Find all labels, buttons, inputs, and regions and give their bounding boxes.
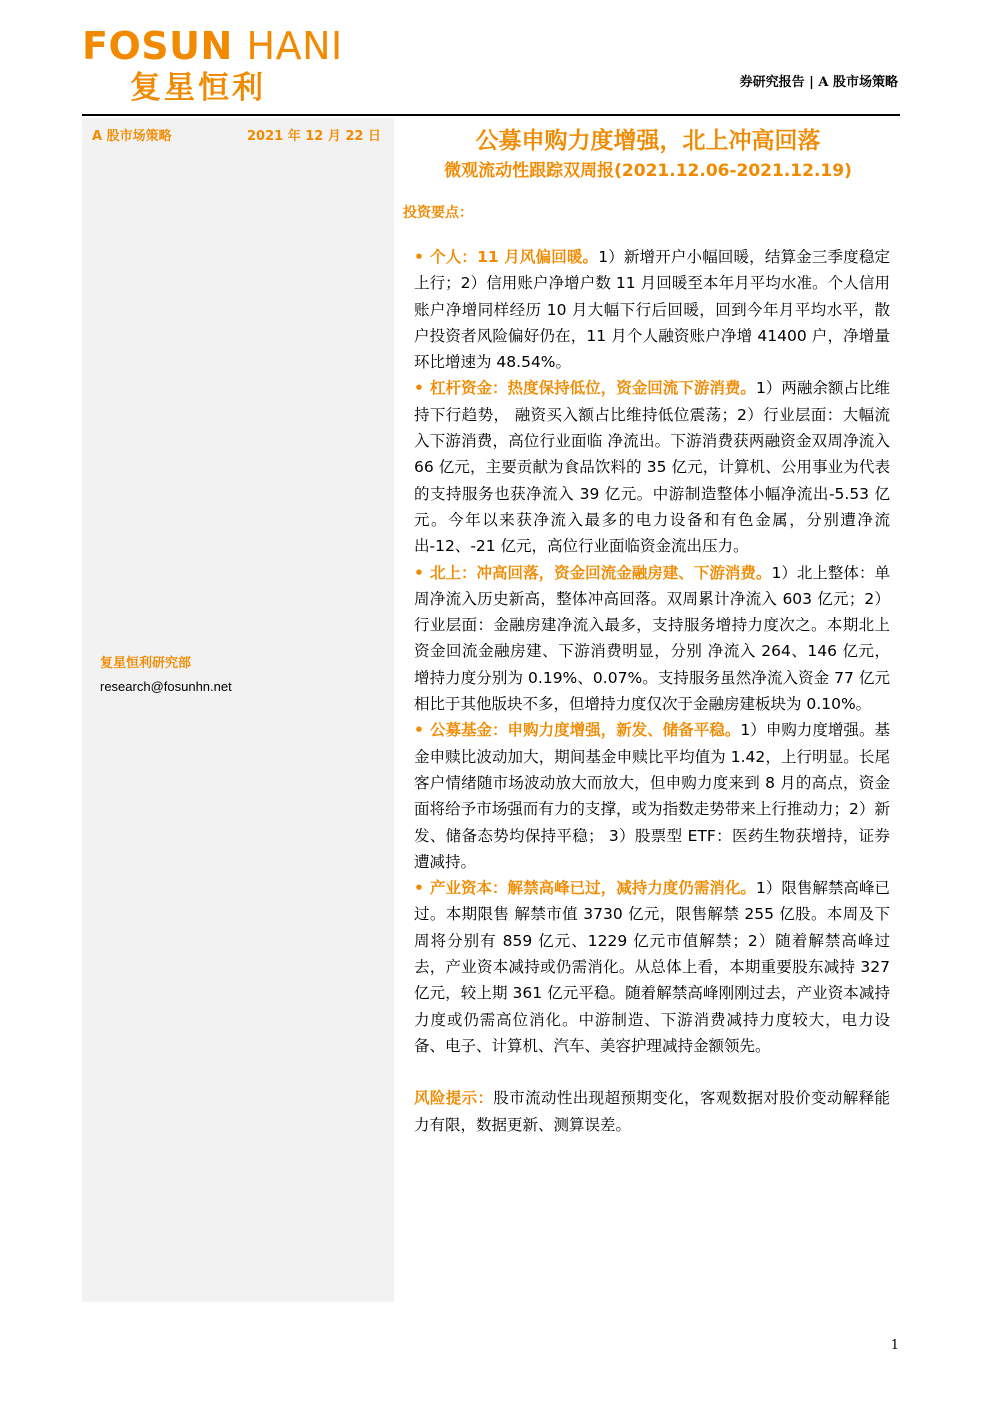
bullet-icon: •: [414, 721, 424, 740]
risk-text: 股市流动性出现超预期变化，客观数据对股价变动解释能力有限，数据更新、测算误差。: [414, 1089, 890, 1134]
key-point: [414, 717, 890, 875]
key-point-lead: 产业资本：解禁高峰已过，减持力度仍需消化。: [429, 879, 756, 898]
brand-logo-cn: 复星恒利: [130, 70, 266, 106]
page-title: 公募申购力度增强，北上冲高回落: [475, 128, 821, 154]
sidebar: [82, 118, 394, 1302]
key-points-label: 投资要点：: [403, 205, 473, 221]
bullet-icon: •: [414, 563, 424, 582]
page-subtitle: 微观流动性跟踪双周报(2021.12.06-2021.12.19): [444, 161, 852, 181]
page-number: 1: [890, 1338, 899, 1353]
key-point-text: 1）申购力度增强。基金申赎比波动加大，期间基金申赎比平均值为 1.42，上行明显。长尾客户情绪随市场波动放大而放大，但申购力度来到 8 月的高点，资金面将给予市场强而有力的支撑，或为指数走势带来上行推动力；2）新发、储备态势均保持平稳； 3）股票型 ETF：医药生物获增持，证券遭减持。: [414, 721, 890, 871]
risk-label: 风险提示：: [414, 1089, 494, 1108]
key-point-lead: 北上：冲高回落，资金回流金融房建、下游消费。: [429, 563, 772, 582]
bullet-icon: •: [414, 879, 424, 898]
key-points-body: [414, 244, 890, 1138]
sidebar-category: A 股市场策略: [92, 129, 172, 144]
brand-logo-en-bold: FOSUN: [82, 24, 233, 68]
key-point: [414, 875, 890, 1059]
risk-note: [414, 1085, 890, 1138]
sidebar-email[interactable]: research@fosunhn.net: [100, 679, 232, 694]
key-point: [414, 244, 890, 375]
key-point: [414, 560, 890, 718]
sidebar-department: 复星恒利研究部: [100, 656, 192, 671]
key-point-lead: 个人：11 月风偏回暖。: [429, 248, 599, 266]
key-point-text: 1）限售解禁高峰已过。本期限售 解禁市值 3730 亿元，限售解禁 255 亿股。本周及下周将分别有 859 亿元、1229 亿元市值解禁；2）随着解禁高峰过去，产业资本减持或仍需消化。从总体上看，本期重要股东减持 327 亿元，较上期 361 亿元平稳。随着解禁高峰刚刚过去，产业资本减持力度或仍需高位消化。中游制造、下游消费减持力度较大，电力设备、电子、计算机、汽车、美容护理减持金额领先。: [414, 879, 890, 1055]
key-point-lead: 公募基金：申购力度增强，新发、储备平稳。: [429, 721, 741, 740]
key-point-lead: 杠杆资金：热度保持低位，资金回流下游消费。: [429, 379, 756, 398]
bullet-icon: •: [414, 379, 424, 398]
brand-logo-en-thin: HANI: [246, 24, 343, 68]
key-point-text: 1）北上整体：单周净流入历史新高，整体冲高回落。双周累计净流入 603 亿元；2）行业层面：金融房建净流入最多，支持服务增持力度次之。本期北上资金回流金融房建、下游消费明显，分别 净流入 264、146 亿元，增持力度分别为 0.19%、0.07%。支持服务虽然净流入资金 77 亿元相比于其他版块不多，但增持力度仅次于金融房建板块为 0.10%。: [414, 563, 890, 714]
sidebar-date: 2021 年 12 月 22 日: [247, 129, 381, 144]
report-type-label: 券研究报告 | A 股市场策略: [739, 75, 898, 90]
key-point: [414, 375, 890, 559]
brand-logo-en: [82, 24, 343, 68]
key-point-text: 1）新增开户小幅回暖，结算金三季度稳定上行；2）信用账户净增户数 11 月回暖至本年月平均水准。个人信用账户净增同样经历 10 月大幅下行后回暖，回到今年月平均水平，散户投资者风险偏好仍在，11 月个人融资账户净增 41400 户，净增量环比增速为 48.54%。: [414, 248, 890, 372]
bullet-icon: •: [414, 248, 424, 266]
header-divider: [82, 114, 900, 116]
key-point-text: 1）两融余额占比维持下行趋势， 融资买入额占比维持低位震荡；2）行业层面：大幅流入下游消费，高位行业面临 净流出。下游消费获两融资金双周净流入 66 亿元，主要贡献为食品饮料的 35 亿元，计算机、公用事业为代表的支持服务也获净流入 39 亿元。中游制造整体小幅净流出-5.53 亿元。今年以来获净流入最多的电力设备和有色金属，分别遭净流出-12、-21 亿元，高位行业面临资金流出压力。: [414, 379, 890, 556]
